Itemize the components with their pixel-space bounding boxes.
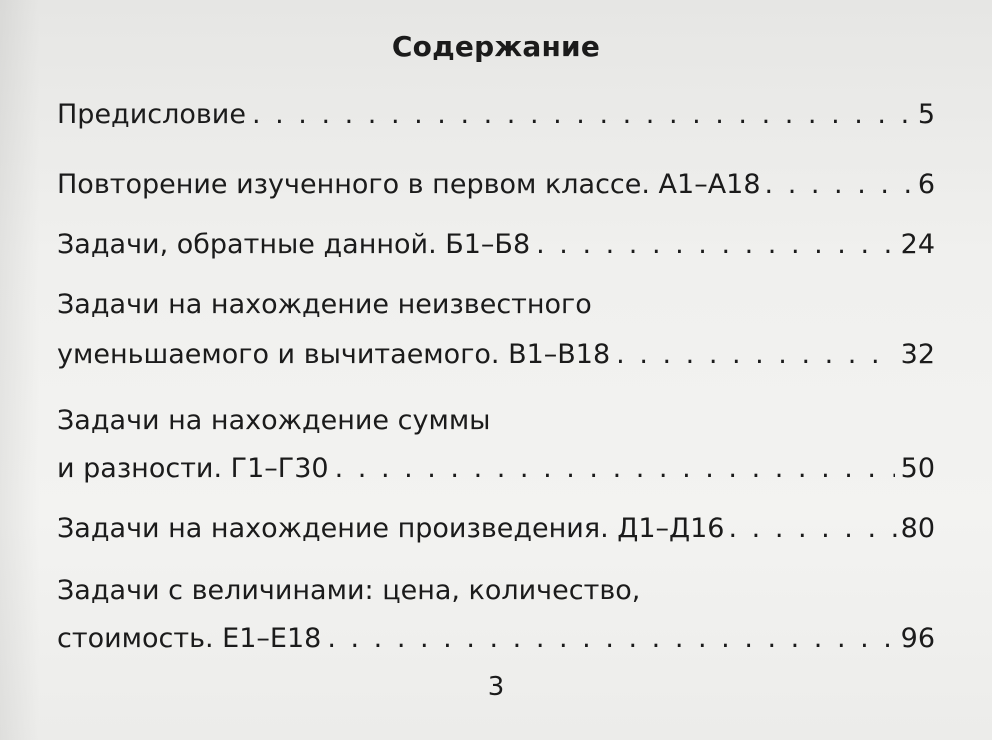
toc-entry-label: Задачи с величинами: цена, количество,	[57, 575, 641, 606]
dot-leader	[252, 98, 912, 132]
toc-page-number: 96	[900, 623, 935, 654]
dot-leader	[728, 512, 896, 546]
toc-entry-label-continued: стоимость. Е1–Е18	[57, 623, 322, 654]
toc-page-number: 32	[900, 339, 935, 370]
toc-page-number: 6	[917, 169, 935, 200]
toc-entry-label: Задачи на нахождение неизвестного	[57, 289, 592, 320]
toc-page-number: 50	[900, 453, 935, 484]
toc-page-number: 80	[900, 513, 935, 544]
toc-entry-review[interactable]	[57, 168, 935, 226]
toc-entry-label: Задачи на нахождение произведения. Д1–Д16	[57, 513, 725, 544]
toc-entry-label: Повторение изученного в первом классе. А1–А18	[57, 169, 761, 200]
toc-entry-minuend-subtrahend[interactable]	[57, 288, 935, 396]
toc-page-number: 24	[900, 229, 935, 260]
page-title: Содержание	[391, 30, 601, 63]
dot-leader	[335, 452, 895, 486]
toc-entry-label: Предисловие	[57, 99, 246, 130]
dot-leader	[765, 168, 914, 202]
toc-entry-product[interactable]	[57, 512, 935, 570]
toc-entry-label: Задачи, обратные данной. Б1–Б8	[57, 229, 531, 260]
dot-leader	[536, 228, 895, 262]
toc-entry-label-continued: уменьшаемого и вычитаемого. В1–В18	[57, 339, 611, 370]
dot-leader	[616, 338, 894, 372]
toc-entry-quantities[interactable]	[57, 574, 935, 680]
toc-entry-sum-difference[interactable]	[57, 404, 935, 510]
dot-leader	[327, 622, 894, 656]
toc-entry-label: Задачи на нахождение суммы	[57, 405, 491, 436]
toc-entry-label-continued: и разности. Г1–Г30	[57, 453, 329, 484]
page-number: 3	[487, 672, 505, 702]
page-edge-shadow	[0, 0, 40, 740]
toc-entry-inverse-tasks[interactable]	[57, 228, 935, 286]
toc-entry-preface[interactable]	[57, 98, 935, 156]
toc-page-number: 5	[917, 99, 935, 130]
